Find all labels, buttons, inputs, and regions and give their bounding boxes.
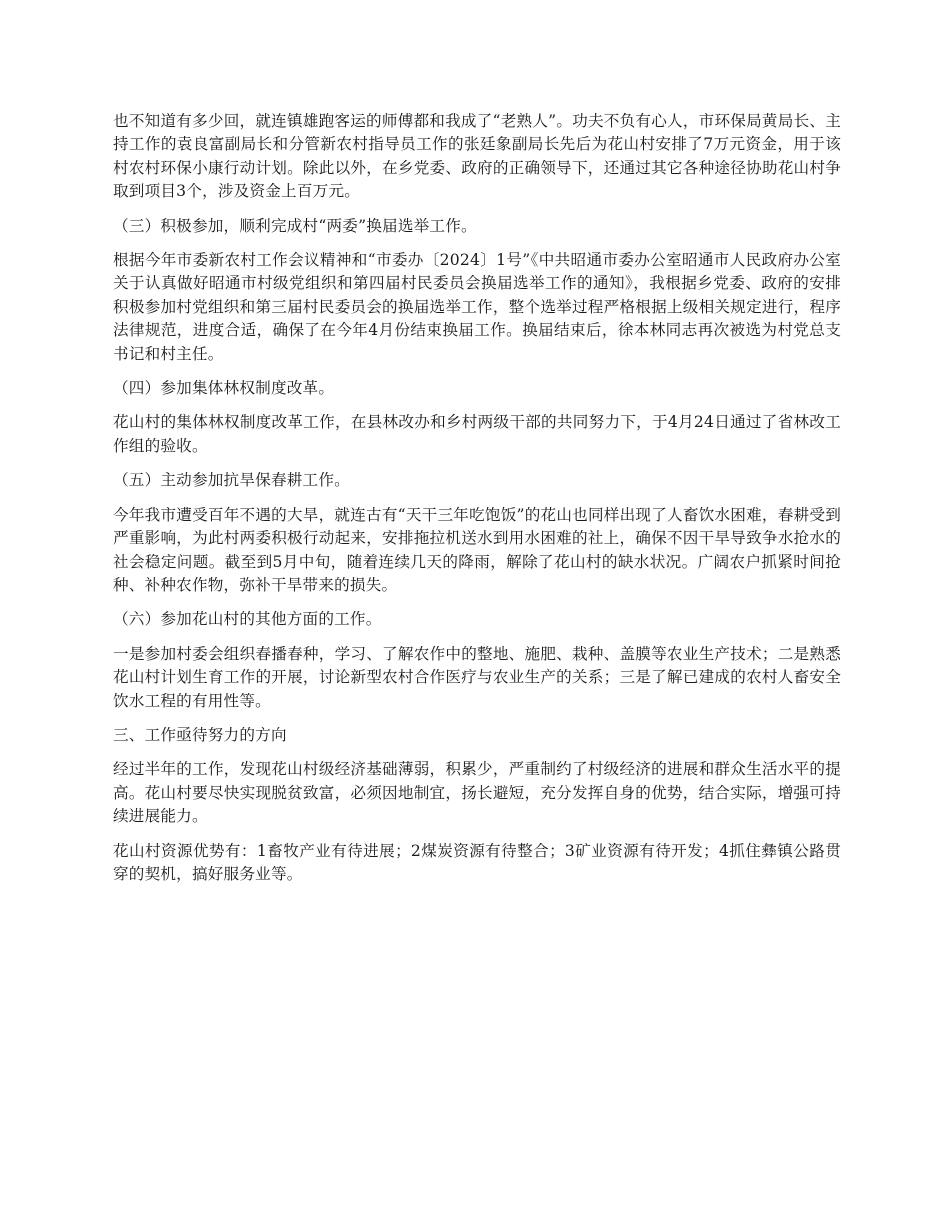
section-heading-election: （三）积极参加，顺利完成村“两委”换届选举工作。 bbox=[113, 216, 477, 235]
paragraph-forest-reform: 花山村的集体林权制度改革工作，在县林改办和乡村两级干部的共同努力下，于4月24日通过了省林改工作组的验收。 bbox=[113, 413, 841, 455]
paragraph-direction: 经过半年的工作，发现花山村级经济基础薄弱，积累少，严重制约了村级经济的进展和群众生活水平的提高。花山村要尽快实现脱贫致富，必须因地制宜，扬长避短，充分发挥自身的优势，结合实际，增强可持续进展能力。 bbox=[113, 760, 841, 826]
section-heading-forest-reform: （四）参加集体林权制度改革。 bbox=[113, 379, 335, 398]
paragraph-resources: 花山村资源优势有：1畜牧产业有待进展；2煤炭资源有待整合；3矿业资源有待开发；4抓住彝镇公路贯穿的契机，搞好服务业等。 bbox=[113, 841, 841, 883]
paragraph-funding: 也不知道有多少回，就连镇雄跑客运的师傅都和我成了“老熟人”。功夫不负有心人，市环保局黄局长、主持工作的袁良富副局长和分管新农村指导员工作的张廷象副局长先后为花山村安排了7万元资金，用于该村农村环保小康行动计划。除此以外，在乡党委、政府的正确领导下，还通过其它各种途径协助花山村争取到项目3个，涉及资金上百万元。 bbox=[113, 112, 841, 201]
paragraph-election: 根据今年市委新农村工作会议精神和“市委办〔2024〕1号”《中共昭通市委办公室昭通市人民政府办公室关于认真做好昭通市村级党组织和第四届村民委员会换届选举工作的通知》，我根据乡党委、政府的安排积极参加村党组织和第三届村民委员会的换届选举工作，整个选举过程严格根据上级相关规定进行，程序法律规范，进度合适，确保了在今年4月份结束换届工作。换届结束后，徐本林同志再次被选为村党总支书记和村主任。 bbox=[113, 251, 841, 363]
section-heading-direction: 三、工作亟待努力的方向 bbox=[113, 725, 287, 744]
paragraph-drought: 今年我市遭受百年不遇的大旱，就连古有“天干三年吃饱饭”的花山也同样出现了人畜饮水困难，春耕受到严重影响，为此村两委积极行动起来，安排拖拉机送水到用水困难的社上，确保不因干旱导致争水抢水的社会稳定问题。截至到5月中旬，随着连续几天的降雨，解除了花山村的缺水状况。广阔农户抓紧时间抢种、补种农作物，弥补干旱带来的损失。 bbox=[113, 505, 841, 594]
paragraph-other-work: 一是参加村委会组织春播春种，学习、了解农作中的整地、施肥、栽种、盖膜等农业生产技术；二是熟悉花山村计划生育工作的开展，讨论新型农村合作医疗与农业生产的关系；三是了解已建成的农村人畜安全饮水工程的有用性等。 bbox=[113, 644, 841, 710]
section-heading-other-work: （六）参加花山村的其他方面的工作。 bbox=[113, 610, 382, 629]
section-heading-drought: （五）主动参加抗旱保春耕工作。 bbox=[113, 471, 350, 490]
document-page bbox=[113, 110, 841, 897]
